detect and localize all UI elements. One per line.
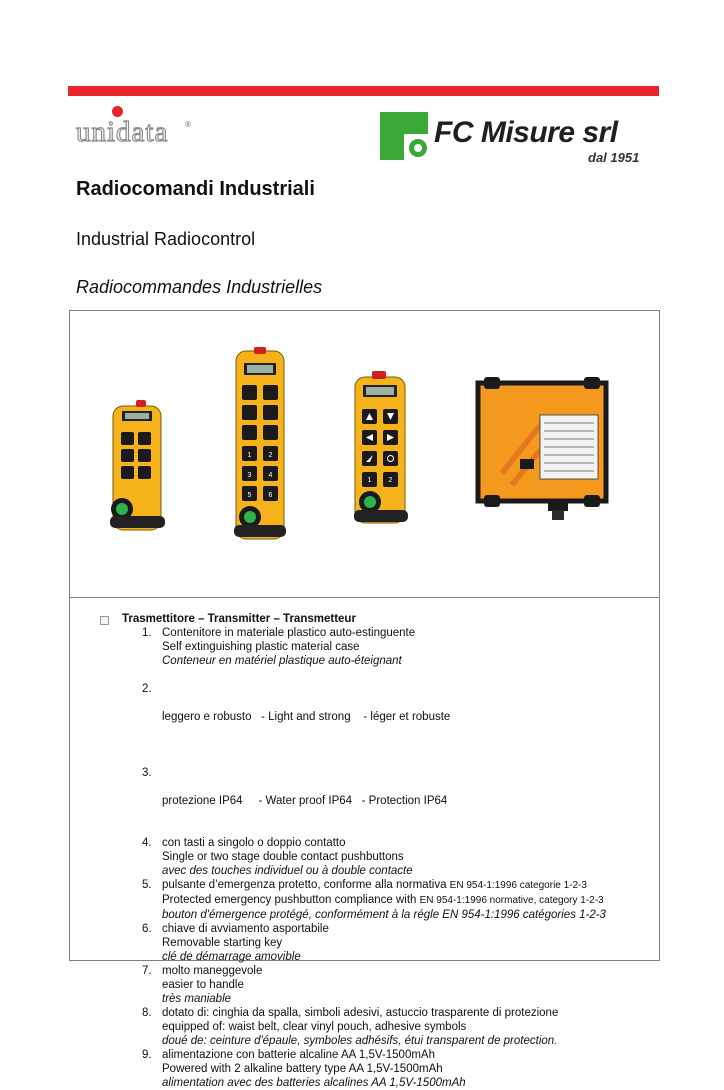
list-item	[100, 626, 655, 668]
product-photos	[70, 311, 659, 597]
list-item	[100, 1048, 655, 1090]
spec-list	[100, 626, 655, 1090]
remote-small-6-key	[110, 400, 165, 530]
item-fr: bouton d'émergence protégé, conformément à la régle EN 954-1:1996 catégories 1-2-3	[162, 909, 606, 921]
item-number: 5.	[142, 879, 152, 891]
fc-misure-name: FC Misure srl	[434, 116, 618, 149]
item-it: Contenitore in materiale plastico auto-estinguente	[162, 627, 416, 639]
key-label-4: 4	[268, 472, 273, 479]
receiver-unit	[478, 377, 606, 520]
item-en: Protected emergency pushbutton compliance with	[162, 894, 417, 906]
item-fr: très maniable	[162, 993, 232, 1005]
key-label-1: 1	[247, 452, 252, 459]
key-label-5: 5	[247, 492, 252, 499]
key-label-6: 6	[268, 492, 273, 499]
item-it-row	[162, 878, 655, 893]
item-number: 3.	[142, 767, 152, 779]
remote-symbol-8-key	[354, 371, 408, 523]
item-en: Single or two stage double contact pushbuttons	[162, 851, 404, 863]
item-fr: doué de: ceinture d'épaule, symboles adhésifs, étui transparent de protection.	[162, 1035, 558, 1047]
item-it: alimentazione con batterie alcaline AA 1,5V-1500mAh	[162, 1049, 435, 1061]
spec-heading-text: Trasmettitore – Transmitter – Transmetteur	[122, 613, 356, 625]
key-label-c1: 1	[367, 477, 372, 484]
item-en: Self extinguishing plastic material case	[162, 641, 360, 653]
item-number: 4.	[142, 837, 152, 849]
remote-tall-12-key	[234, 347, 286, 539]
title-english: Industrial Radiocontrol	[76, 229, 256, 249]
item-number: 9.	[142, 1049, 152, 1061]
unidata-logo	[76, 106, 196, 148]
item-number: 2.	[142, 683, 152, 695]
item-fr: Conteneur en matériel plastique auto-éteignant	[162, 655, 402, 667]
item-it: con tasti a singolo o doppio contatto	[162, 837, 346, 849]
item-en-norm: EN 954-1:1996 normative, category 1-2-3	[419, 895, 604, 906]
item-line: protezione IP64 - Water proof IP64 - Protection IP64	[162, 795, 448, 807]
product-frame	[69, 310, 660, 1089]
item-it: dotato di: cinghia da spalla, simboli adesivi, astuccio trasparente di protezione	[162, 1007, 559, 1019]
item-it: pulsante d’emergenza protetto, conforme alla normativa	[162, 879, 447, 891]
unidata-logo-text: unidata	[76, 116, 169, 148]
spec-heading	[100, 612, 655, 626]
list-item	[100, 1006, 655, 1048]
list-item	[100, 836, 655, 878]
item-fr: alimentation avec des batteries alcalines AA 1,5V-1500mAh	[162, 1077, 466, 1089]
item-line: leggero e robusto - Light and strong - léger et robuste	[162, 711, 451, 723]
list-item	[100, 668, 655, 752]
title-italian: Radiocomandi Industriali	[76, 178, 315, 200]
key-label-c2: 2	[388, 477, 393, 484]
item-it-norm: EN 954-1:1996 categorie 1-2-3	[449, 880, 587, 891]
item-fr: avec des touches individuel ou à double contacte	[162, 865, 413, 877]
list-item	[100, 964, 655, 1006]
item-en: Powered with 2 alkaline battery type AA 1,5V-1500mAh	[162, 1063, 443, 1075]
item-it: molto maneggevole	[162, 965, 263, 977]
transmitter-spec	[100, 612, 655, 1090]
item-fr: clé de démarrage amovible	[162, 951, 301, 963]
key-label-3: 3	[247, 472, 252, 479]
frame-divider	[70, 597, 659, 598]
item-number: 7.	[142, 965, 152, 977]
key-label-2: 2	[268, 452, 273, 459]
title-french: Radiocommandes Industrielles	[76, 277, 323, 297]
item-en: Removable starting key	[162, 937, 283, 949]
item-number: 1.	[142, 627, 152, 639]
fc-since: dal 1951	[588, 150, 640, 165]
item-it: chiave di avviamento asportabile	[162, 923, 329, 935]
list-item	[100, 922, 655, 964]
list-item	[100, 752, 655, 836]
fc-misure-logo	[380, 112, 660, 164]
header-red-bar	[68, 86, 659, 96]
list-item	[100, 878, 655, 922]
item-en: easier to handle	[162, 979, 244, 991]
registered-mark: ®	[185, 120, 191, 129]
fc-emblem-icon	[380, 112, 432, 160]
item-en-row	[162, 893, 655, 908]
item-en: equipped of: waist belt, clear vinyl pouch, adhesive symbols	[162, 1021, 467, 1033]
item-number: 8.	[142, 1007, 152, 1019]
checkbox-bullet-icon	[100, 616, 109, 625]
item-number: 6.	[142, 923, 152, 935]
